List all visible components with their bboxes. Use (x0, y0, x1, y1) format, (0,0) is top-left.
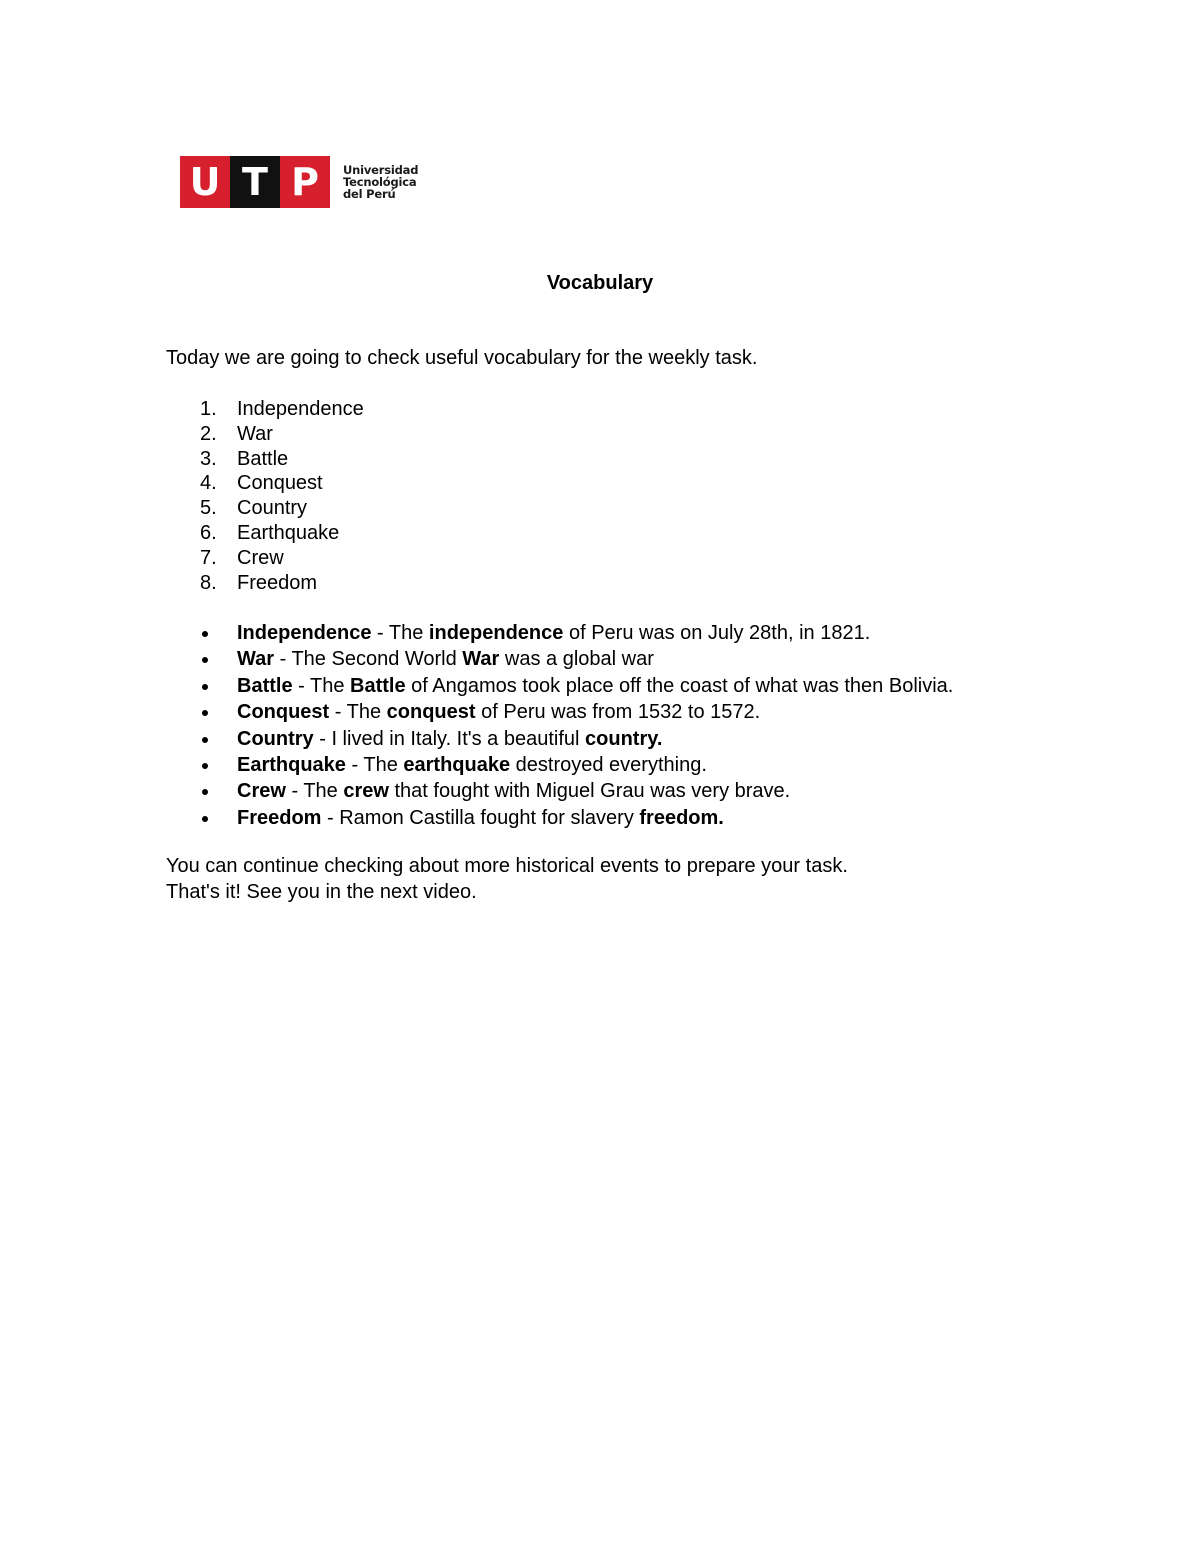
example-item (166, 699, 953, 725)
example-term: Conquest (237, 701, 330, 724)
bullet-icon (202, 816, 208, 822)
list-item (166, 447, 364, 472)
example-text: of Peru was on July 28th, in 1821. (563, 622, 871, 644)
example-term: Earthquake (237, 753, 346, 776)
example-text: that fought with Miguel Grau was very brave. (388, 780, 791, 803)
list-word: Conquest (237, 472, 323, 495)
logo-letter-p: P (280, 156, 330, 208)
logo-letter-u: U (180, 156, 230, 208)
page-title: Vocabulary (546, 272, 654, 294)
example-item (166, 646, 953, 672)
list-word: Freedom (237, 571, 318, 594)
list-item (166, 546, 364, 571)
list-number: 2. (200, 422, 217, 445)
logo-letter-t: T (230, 156, 280, 208)
vocabulary-numbered-list (166, 397, 364, 595)
list-item (166, 496, 364, 521)
bullet-icon (202, 789, 208, 795)
bullet-icon (202, 763, 208, 769)
example-item (166, 620, 953, 646)
example-text: - The (329, 701, 387, 724)
utp-logo (180, 156, 418, 208)
list-number: 7. (200, 546, 217, 569)
example-item (166, 752, 953, 778)
list-word: Crew (237, 546, 284, 569)
example-text: of Peru was from 1532 to 1572. (475, 701, 761, 724)
example-text: - The (345, 753, 404, 776)
bullet-icon (202, 657, 208, 663)
list-word: Independence (237, 398, 364, 420)
example-term: Battle (237, 674, 293, 697)
list-item (166, 422, 364, 447)
list-word: Earthquake (237, 521, 340, 544)
example-term: Freedom (237, 806, 322, 829)
list-item (166, 571, 364, 596)
bullet-icon (202, 631, 208, 637)
closing-line: You can continue checking about more historical events to prepare your task. (166, 855, 848, 877)
bullet-icon (202, 737, 208, 743)
example-keyword: earthquake (403, 753, 511, 776)
logo-text-line: Universidad (343, 163, 419, 177)
example-text: - The Second World (274, 648, 463, 671)
list-number: 5. (200, 497, 217, 520)
example-keyword: conquest (386, 701, 476, 724)
example-term: Independence (237, 622, 372, 644)
example-text: - The (371, 622, 429, 644)
list-number: 4. (200, 472, 217, 495)
example-keyword: country. (585, 727, 663, 750)
example-keyword: Battle (350, 674, 406, 697)
vocabulary-examples-list (166, 620, 953, 831)
bullet-icon (202, 684, 208, 690)
example-text: - The (285, 780, 344, 803)
example-item (166, 726, 953, 752)
closing-line: That's it! See you in the next video. (166, 880, 477, 903)
example-text: was a global war (499, 648, 654, 671)
example-text: - I lived in Italy. It's a beautiful (313, 727, 586, 750)
example-keyword: War (462, 648, 500, 671)
example-text: destroyed everything. (510, 753, 707, 776)
bullet-icon (202, 710, 208, 716)
example-item (166, 778, 953, 804)
logo-university-name (343, 164, 418, 200)
example-term: Crew (237, 780, 286, 803)
list-word: War (237, 422, 273, 445)
closing-paragraph (166, 854, 848, 905)
example-text: - Ramon Castilla fought for slavery (321, 806, 640, 829)
example-text: - The (292, 674, 351, 697)
logo-text-line: Tecnológica (343, 175, 417, 189)
list-word: Battle (237, 447, 289, 470)
logo-text-line: del Perú (343, 187, 396, 201)
example-term: Country (237, 727, 314, 750)
list-item (166, 521, 364, 546)
list-item (166, 471, 364, 496)
list-number: 3. (200, 447, 217, 470)
intro-paragraph: Today we are going to check useful vocabulary for the weekly task. (166, 347, 758, 369)
list-number: 8. (200, 571, 217, 594)
example-keyword: independence (428, 622, 564, 644)
example-item (166, 805, 953, 831)
list-item (166, 397, 364, 422)
example-keyword: crew (343, 780, 389, 803)
example-keyword: freedom. (639, 806, 724, 829)
list-number: 6. (200, 521, 217, 544)
list-word: Country (237, 497, 308, 520)
list-number: 1. (200, 398, 217, 420)
example-item (166, 673, 953, 699)
example-term: War (237, 648, 275, 671)
example-text: of Angamos took place off the coast of what was then Bolivia. (405, 674, 954, 697)
